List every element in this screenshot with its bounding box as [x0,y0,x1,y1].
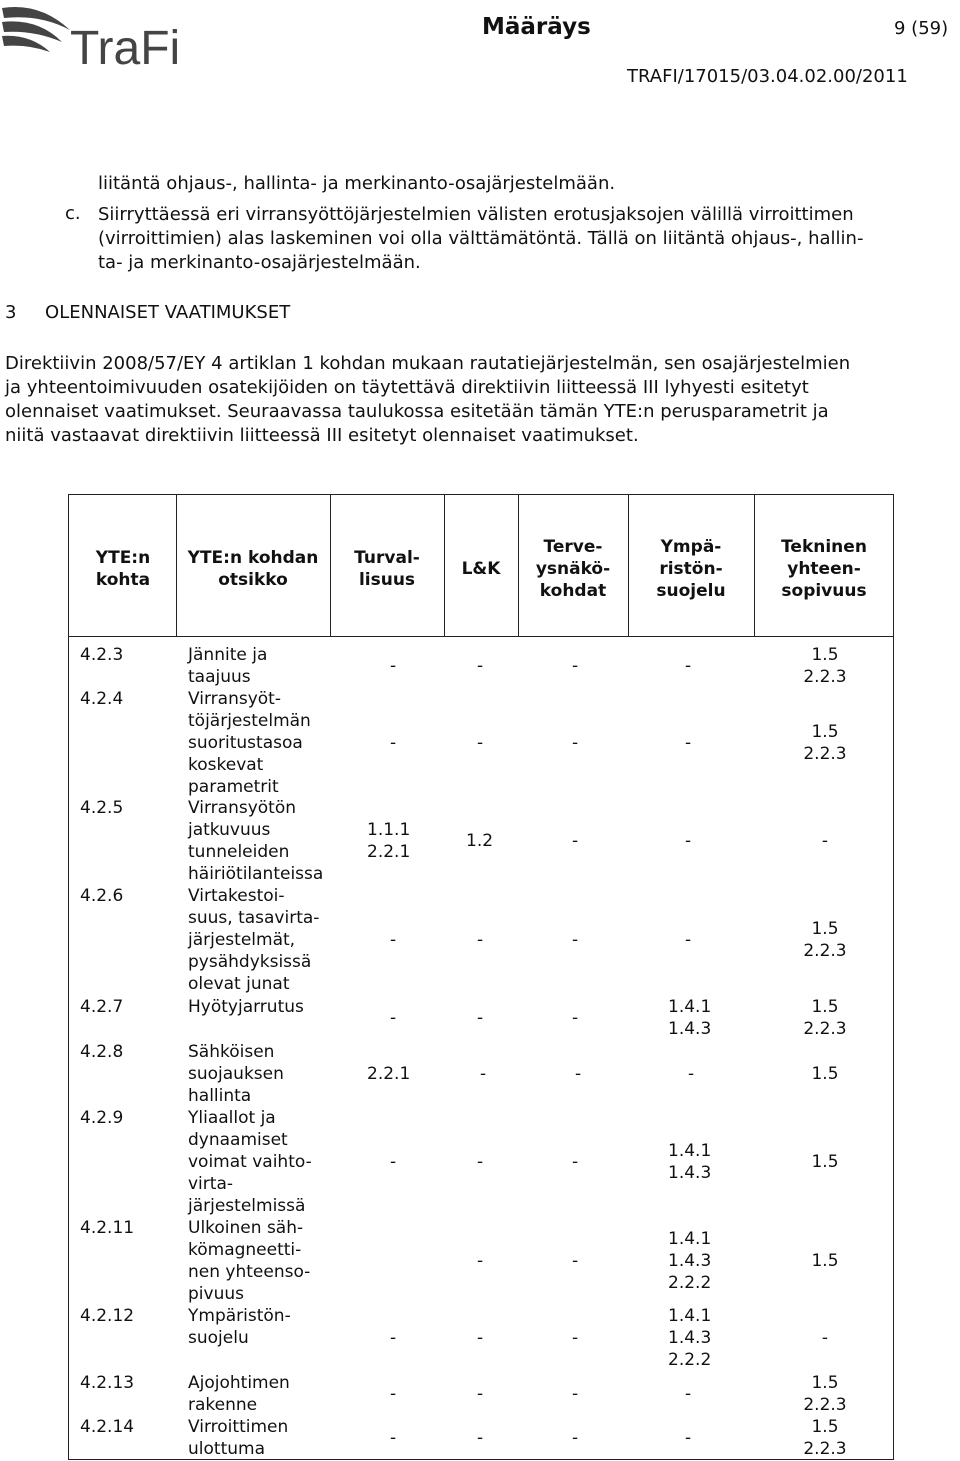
header-yte-kohta: YTE:n kohta [95,548,151,590]
table-header-divider [68,636,894,637]
cell-kohta: 4.2.11 [80,1218,135,1238]
list-item-c-line-3: ta- ja merkinanto-osajärjestelmään. [98,252,421,273]
cell-otsikko: Virtakestoi- suus, tasavirta- järjestelmät, pysähdyksissä olevat junat [188,886,320,994]
cell-tekninen: 1.5 [811,1251,839,1271]
cell-otsikko: Jännite ja taajuus [188,645,268,687]
cell-ymparisto: 1.4.1 1.4.3 [668,997,712,1039]
logo-text: TraFi [70,22,181,75]
header-tekninen: Tekninen yhteen- sopivuus [781,537,867,601]
cell-turvallisuus: - [390,930,397,950]
cell-turvallisuus: 2.2.1 [367,1064,411,1084]
cell-ymparisto: 1.4.1 1.4.3 2.2.2 [668,1306,712,1370]
cell-turvallisuus: - [390,1008,397,1028]
trafi-logo-graphic [0,0,230,75]
cell-otsikko: Ulkoinen säh- kömagneetti- nen yhteenso- pivuus [188,1218,311,1304]
cell-kohta: 4.2.8 [80,1042,124,1062]
header-col-divider [176,494,177,636]
cell-terveys: - [572,1384,579,1404]
cell-terveys: - [572,1328,579,1348]
cell-lk: - [477,1384,484,1404]
header-col-divider [444,494,445,636]
cell-tekninen: 1.5 [811,1152,839,1172]
cell-kohta: 4.2.5 [80,798,124,818]
cell-ymparisto: 1.4.1 1.4.3 2.2.2 [668,1229,712,1293]
cell-ymparisto: - [685,656,692,676]
cell-otsikko: Virroittimen ulottuma [188,1417,289,1459]
cell-lk: - [477,1251,484,1271]
cell-turvallisuus: - [390,1328,397,1348]
header-turvallisuus: Turval- lisuus [354,548,420,590]
cell-ymparisto: - [685,1384,692,1404]
cell-turvallisuus: 1.1.1 2.2.1 [367,820,411,862]
cell-turvallisuus: - [390,733,397,753]
cell-tekninen: 1.5 2.2.3 [803,1417,847,1459]
cell-terveys: - [572,1251,579,1271]
header-col-divider [628,494,629,636]
cell-tekninen: 1.5 2.2.3 [803,997,847,1039]
cell-kohta: 4.2.14 [80,1417,135,1437]
cell-lk: - [480,1064,487,1084]
cell-otsikko: Virransyötön jatkuvuus tunneleiden häiriötilanteissa [188,798,324,884]
cell-ymparisto: - [685,930,692,950]
list-marker-c: c. [65,203,81,224]
cell-kohta: 4.2.13 [80,1373,135,1393]
cell-terveys: - [572,930,579,950]
document-type-title: Määräys [482,14,591,40]
cell-kohta: 4.2.4 [80,689,124,709]
cell-terveys: - [572,1428,579,1448]
cell-otsikko: Yliaallot ja dynaamiset voimat vaihto- virta- järjestelmissä [188,1108,312,1216]
cell-otsikko: Sähköisen suojauksen hallinta [188,1042,284,1106]
cell-turvallisuus: - [390,656,397,676]
header-col-divider [330,494,331,636]
section-paragraph-line-4: niitä vastaavat direktiivin liitteessä III esitetyt olennaiset vaatimukset. [5,425,639,446]
header-col-divider [518,494,519,636]
cell-turvallisuus: - [390,1384,397,1404]
cell-ymparisto: - [685,733,692,753]
cell-terveys: - [572,733,579,753]
section-heading: 3 OLENNAISET VAATIMUKSET [5,302,291,323]
cell-terveys: - [575,1064,582,1084]
cell-tekninen: - [821,831,829,851]
section-paragraph-line-1: Direktiivin 2008/57/EY 4 artiklan 1 kohdan mukaan rautatiejärjestelmän, sen osajärjestelmien [5,353,851,374]
cell-turvallisuus: - [390,1152,397,1172]
list-item-c-line-2: (virroittimien) alas laskeminen voi olla välttämätöntä. Tällä on liitäntä ohjaus-, hallin- [98,228,864,249]
cell-lk: - [477,1008,484,1028]
list-continued-line: liitäntä ohjaus-, hallinta- ja merkinanto-osajärjestelmään. [98,173,616,194]
header-ymparisto: Ympä- ristön- suojelu [656,537,726,601]
cell-tekninen: 1.5 2.2.3 [803,722,847,764]
cell-lk: - [477,1328,484,1348]
cell-lk: - [477,930,484,950]
cell-lk: - [477,733,484,753]
cell-terveys: - [572,831,579,851]
cell-kohta: 4.2.3 [80,645,124,665]
cell-turvallisuus: - [390,1428,397,1448]
cell-otsikko: Ajojohtimen rakenne [188,1373,290,1415]
page-number: 9 (59) [894,18,949,39]
header-terveys: Terve- ysnäkö- kohdat [535,537,611,601]
cell-lk: - [477,1428,484,1448]
cell-tekninen: 1.5 2.2.3 [803,1373,847,1415]
cell-otsikko: Ympäristön- suojelu [188,1306,291,1348]
trafi-logo [0,0,230,75]
cell-ymparisto: - [688,1064,695,1084]
cell-terveys: - [572,1152,579,1172]
cell-otsikko: Hyötyjarrutus [188,997,304,1017]
cell-lk: 1.2 [466,831,494,851]
cell-tekninen: 1.5 [811,1064,839,1084]
cell-otsikko: Virransyöt- töjärjestelmän suoritustasoa koskevat parametrit [188,689,311,797]
cell-kohta: 4.2.7 [80,997,124,1017]
cell-tekninen: 1.5 2.2.3 [803,919,847,961]
document-reference: TRAFI/17015/03.04.02.00/2011 [627,66,908,87]
cell-kohta: 4.2.6 [80,886,124,906]
cell-lk: - [477,1152,484,1172]
cell-kohta: 4.2.9 [80,1108,124,1128]
cell-ymparisto: - [685,1428,692,1448]
cell-tekninen: 1.5 2.2.3 [803,645,847,687]
cell-lk: - [477,656,484,676]
cell-ymparisto: 1.4.1 1.4.3 [668,1141,712,1183]
header-lk: L&K [461,559,501,579]
header-otsikko: YTE:n kohdan otsikko [187,548,319,590]
header-col-divider [754,494,755,636]
list-item-c-line-1: Siirryttäessä eri virransyöttöjärjestelmien välisten erotusjaksojen välillä virroittimen [98,204,854,225]
cell-tekninen: - [821,1328,829,1348]
cell-kohta: 4.2.12 [80,1306,135,1326]
section-paragraph-line-2: ja yhteentoimivuuden osatekijöiden on täytettävä direktiivin liitteessä III lyhyesti esitetyt [5,377,809,398]
cell-terveys: - [572,1008,579,1028]
cell-terveys: - [572,656,579,676]
section-paragraph-line-3: olennaiset vaatimukset. Seuraavassa taulukossa esitetään tämän YTE:n perusparametrit ja [5,401,829,422]
cell-ymparisto: - [685,831,692,851]
